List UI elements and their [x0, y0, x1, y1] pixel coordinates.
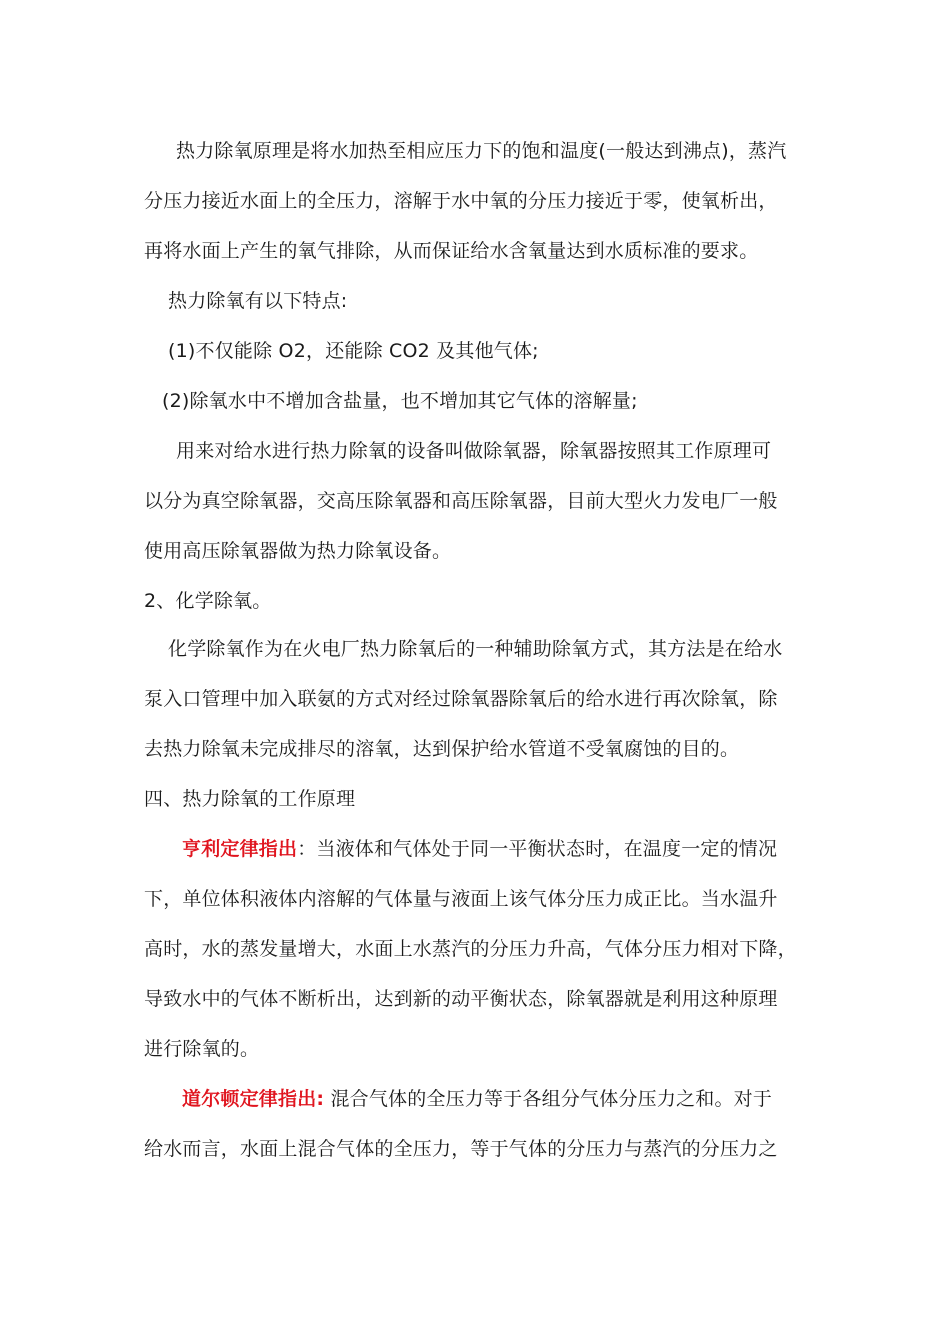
- paragraph-line: 高时，水的蒸发量增大，水面上水蒸汽的分压力升高，气体分压力相对下降，: [144, 938, 797, 960]
- paragraph-line: 使用高压除氧器做为热力除氧设备。: [144, 540, 452, 562]
- section-heading: 四、热力除氧的工作原理: [144, 788, 356, 810]
- paragraph-line: 以分为真空除氧器，交高压除氧器和高压除氧器，目前大型火力发电厂一般: [144, 490, 778, 512]
- paragraph-line: 热力除氧原理是将水加热至相应压力下的饱和温度(一般达到沸点)，蒸汽: [176, 140, 787, 162]
- paragraph-line: 下，单位体积液体内溶解的气体量与液面上该气体分压力成正比。当水温升: [144, 888, 778, 910]
- paragraph-line: 给水而言，水面上混合气体的全压力，等于气体的分压力与蒸汽的分压力之: [144, 1138, 778, 1160]
- paragraph-line: 泵入口管理中加入联氨的方式对经过除氧器除氧后的给水进行再次除氧，除: [144, 688, 778, 710]
- paragraph-line: 去热力除氧未完成排尽的溶氧，达到保护给水管道不受氧腐蚀的目的。: [144, 738, 740, 760]
- henry-law-text: ：当液体和气体处于同一平衡状态时，在温度一定的情况: [297, 838, 778, 860]
- paragraph-line: 导致水中的气体不断析出，达到新的动平衡状态，除氧器就是利用这种原理: [144, 988, 778, 1010]
- dalton-law-label: 道尔顿定律指出:: [182, 1088, 325, 1110]
- paragraph-line: 再将水面上产生的氧气排除，从而保证给水含氧量达到水质标准的要求。: [144, 240, 759, 262]
- paragraph-line: 分压力接近水面上的全压力，溶解于水中氧的分压力接近于零，使氧析出，: [144, 190, 778, 212]
- list-item: (2)除氧水中不增加含盐量，也不增加其它气体的溶解量;: [162, 390, 638, 412]
- paragraph-line: 用来对给水进行热力除氧的设备叫做除氧器，除氧器按照其工作原理可: [176, 440, 772, 462]
- paragraph-line: 进行除氧的。: [144, 1038, 260, 1060]
- dalton-law-line: [182, 1086, 772, 1112]
- list-item: (1)不仅能除 O2，还能除 CO2 及其他气体;: [168, 340, 539, 362]
- paragraph-line: 热力除氧有以下特点:: [168, 290, 348, 312]
- section-heading: 2、化学除氧。: [144, 590, 272, 612]
- henry-law-line: [182, 836, 777, 862]
- henry-law-label: 亨利定律指出: [182, 838, 298, 860]
- dalton-law-text: 混合气体的全压力等于各组分气体分压力之和。对于: [324, 1088, 773, 1110]
- paragraph-line: 化学除氧作为在火电厂热力除氧后的一种辅助除氧方式，其方法是在给水: [168, 638, 783, 660]
